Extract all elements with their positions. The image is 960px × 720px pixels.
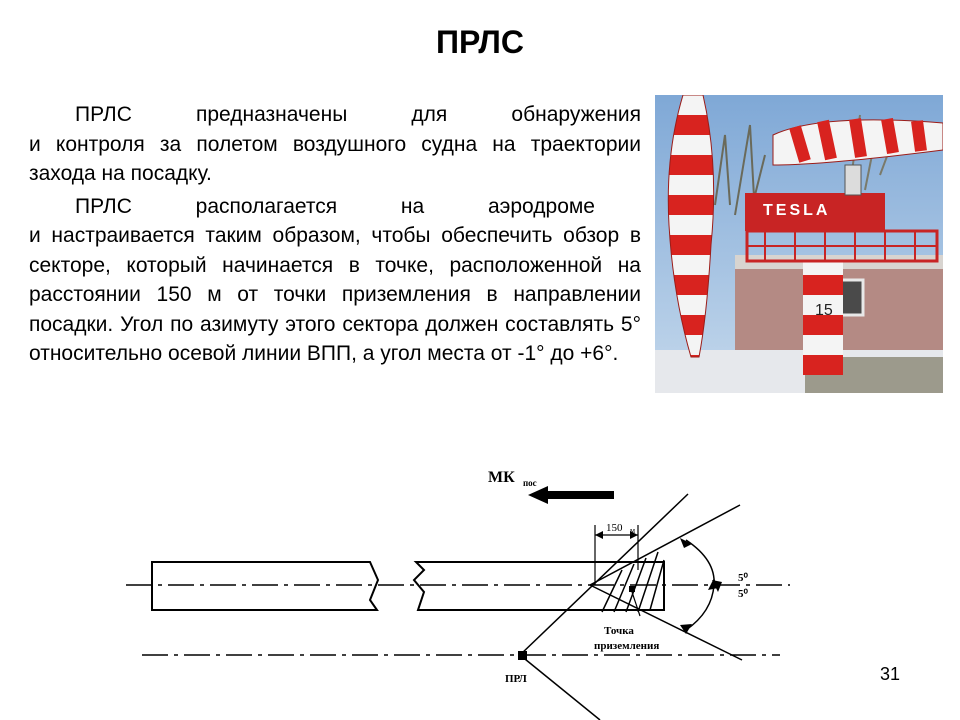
page-number: 31 xyxy=(880,664,901,684)
paragraph-1 xyxy=(29,100,641,189)
angle-arc-upper xyxy=(686,540,714,585)
paragraph-1-rest: и контроля за полетом воздушного судна на траектории захода на посадку. xyxy=(29,132,641,185)
distance-label: 150 xyxy=(606,522,623,534)
course-subscript: пос xyxy=(523,478,537,488)
paragraph-2-rest: и настраивается таким образом, чтобы обеспечить обзор в секторе, который начинается в точке, расположенной на расстоянии 150 м от точки приземления в направлении посадки. Угол по азимуту этого сектора должен составлять 5° относительно осевой линии ВПП, а угол места от -1° до +6°. xyxy=(29,224,641,365)
sign-text: TESLA xyxy=(763,202,831,219)
touchdown-label-2: приземления xyxy=(594,640,660,652)
sector-line-lower xyxy=(520,655,600,720)
angle-lower-label: 5⁰ xyxy=(738,588,748,600)
angle-arc-lower xyxy=(686,585,714,630)
touchdown-label-1: Точка xyxy=(604,625,634,637)
slide-title: ПРЛС xyxy=(436,24,524,60)
radar-label: ПРЛ xyxy=(505,673,527,685)
course-arrow xyxy=(528,486,614,504)
paragraph-2 xyxy=(29,192,641,369)
angle-upper-label: 5⁰ xyxy=(738,572,748,584)
paragraph-2-first-line: ПРЛС располагается на аэродроме xyxy=(75,194,595,218)
course-label: МК xyxy=(488,469,515,486)
body-text xyxy=(29,100,641,372)
radar-sector-diagram xyxy=(118,455,808,720)
paragraph-1-first-line: ПРЛС предназначены для обнаружения xyxy=(75,103,641,126)
runway-left-segment xyxy=(152,562,378,610)
distance-unit: м xyxy=(630,526,636,535)
radar-photo xyxy=(655,95,943,393)
tower-number: 15 xyxy=(815,302,833,319)
